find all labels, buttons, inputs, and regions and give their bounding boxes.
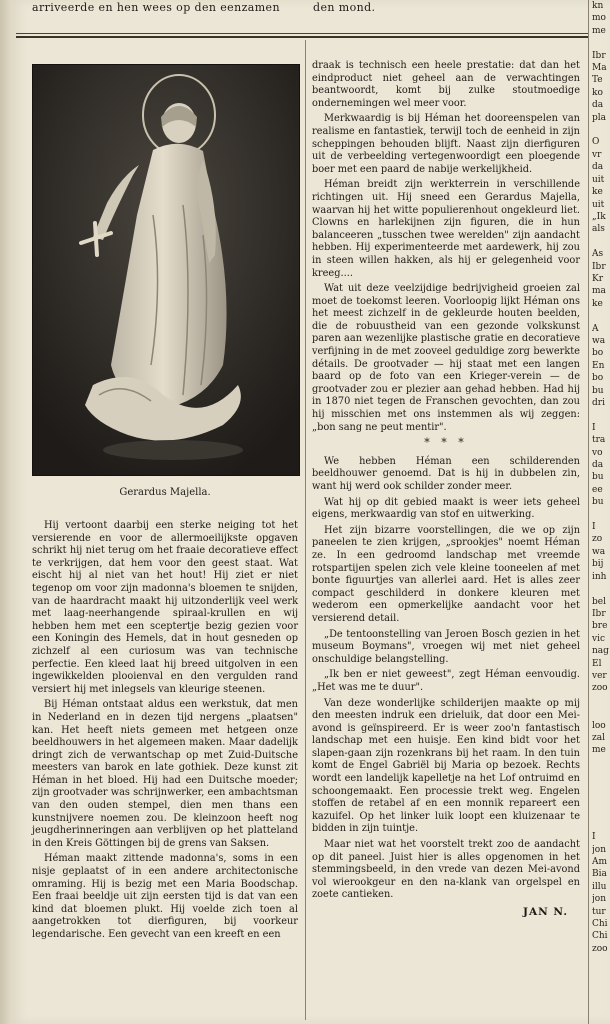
margin-fragment: [592, 806, 610, 818]
paragraph: draak is technisch een heele prestatie: dat dan het eindproduct niet geheel aan de verwachtingen beantwoordt, komt bij zulke stoutmoedige ondernemingen wel meer voor.: [312, 60, 580, 109]
margin-fragment: jon: [592, 894, 607, 905]
margin-fragment: Bia: [592, 869, 607, 880]
margin-fragment: [592, 769, 610, 781]
margin-fragment: ke: [592, 187, 603, 198]
margin-fragment: I: [592, 422, 596, 433]
margin-fragment: dri: [592, 398, 605, 408]
margin-fragment: Chi: [592, 931, 608, 942]
margin-fragment: uit: [592, 174, 605, 185]
margin-fragment: Chi: [592, 919, 608, 930]
margin-fragment: ee: [592, 484, 603, 495]
margin-fragment: Ibr: [592, 261, 606, 272]
margin-fragment: bu: [592, 385, 604, 396]
margin-fragment: vic: [592, 633, 606, 644]
paragraph: Héman maakt zittende madonna's, soms in een nisje geplaatst of in een andere architectonische omraming. Hij is bezig met een Maria Boodschap. Een fraai beeldje uit zijn eersten tijd is dat van een kind dat bloemen plukt. Hij voelde zich toen al aangetrokken tot dierfiguren, bij voorkeur legendarische. Een gevecht van een kreeft en een: [32, 853, 298, 940]
margin-fragment: tur: [592, 906, 606, 917]
margin-fragment: zoo: [592, 683, 608, 694]
margin-fragment: nag: [592, 646, 609, 657]
margin-fragment: zo: [592, 534, 603, 545]
section-rule: [16, 33, 588, 34]
margin-fragment: El: [592, 658, 602, 669]
margin-fragment: [592, 819, 610, 831]
margin-fragment: bu: [592, 472, 604, 483]
margin-fragment: bij: [592, 559, 604, 570]
page-gutter: [0, 0, 12, 1024]
margin-fragment: kn: [592, 1, 604, 11]
margin-fragment: bu: [592, 497, 604, 508]
margin-fragment: bre: [592, 621, 608, 632]
margin-fragment: als: [592, 224, 605, 235]
margin-fragment: [592, 695, 610, 707]
paragraph: „De tentoonstelling van Jeroen Bosch gezien in het museum Boymans", vroegen wij met niet geheel onschuldige belangstelling.: [312, 628, 580, 665]
margin-fragment: wa: [592, 546, 606, 557]
adjacent-column-fragments: [592, 0, 610, 1024]
margin-fragment: [592, 409, 610, 421]
margin-fragment: jon: [592, 844, 607, 855]
margin-fragment: ke: [592, 298, 603, 309]
margin-fragment: bel: [592, 596, 606, 607]
left-column: [32, 520, 298, 945]
paragraph: Merkwaardig is bij Héman het dooreenspelen van realisme en fantastiek, terwijl toch de eenheid in zijn scheppingen behouden blijft. Naast zijn dierfiguren uit de verbeelding vertegenwoordigt een ploegende boer met een paard de nabije werkelijkheid.: [312, 113, 580, 175]
column-divider-right: [588, 0, 589, 1024]
gerardus-majella-statue-image: [33, 65, 299, 475]
margin-fragment: En: [592, 360, 605, 371]
margin-fragment: „Ik: [592, 211, 606, 222]
margin-fragment: wa: [592, 335, 606, 346]
margin-fragment: zoo: [592, 943, 608, 954]
margin-fragment: [592, 757, 610, 769]
margin-fragment: Ma: [592, 63, 607, 74]
margin-fragment: vo: [592, 447, 603, 458]
previous-article-fragment: [32, 0, 592, 16]
margin-fragment: inh: [592, 571, 607, 582]
margin-fragment: Ibr: [592, 608, 606, 619]
paragraph: Maar niet wat het voorstelt trekt zoo de aandacht op dit paneel. Juist hier is alles opgenomen in het stemmingsbeeld, in den vrede van dezen Mei-avond vol wierookgeur en den na-klank van orgelspel en zoete cantieken.: [312, 839, 580, 901]
margin-fragment: O: [592, 137, 600, 148]
margin-fragment: [592, 310, 610, 322]
top-fragment-middle: den mond.: [313, 1, 376, 14]
margin-fragment: mo: [592, 13, 606, 24]
margin-fragment: [592, 509, 610, 521]
margin-fragment: [592, 583, 610, 595]
paragraph: We hebben Héman een schilderenden beeldhouwer genoemd. Dat is hij in dubbelen zin, want hij werd ook schilder zonder meer.: [312, 455, 580, 492]
paragraph: Wat hij op dit gebied maakt is weer iets geheel eigens, merkwaardig van stof en uitwerking.: [312, 496, 580, 521]
photo-caption: Gerardus Majella.: [119, 487, 211, 498]
paragraph: Bij Héman ontstaat aldus een werkstuk, dat men in Nederland en in dezen tijd nergens „plaatsen" kan. Het heeft niets gemeen met hetgeen onze beeldhouwers in het algemeen maken. Maar dadelijk dringt zich de verwantschap op met Zuid-Duitsche meesters van barok en late gothiek. Deze kunst zit Héman in het bloed. Hij had een Duitsche moeder; zijn grootvader was schrijnwerker, een ambachtsman van den ouden stempel, dien men thans een kunstnijvere noemen zou. De kleinzoon heeft nog jeugdherinneringen aan verblijven op het platteland in den Kreis Göttingen bij de grens van Saksen.: [32, 699, 298, 849]
column-divider: [305, 40, 306, 1020]
section-separator: * * *: [424, 436, 468, 450]
margin-fragment: ver: [592, 670, 607, 681]
margin-fragment: bo: [592, 348, 604, 359]
margin-fragment: [592, 707, 610, 719]
paragraph: „Ik ben er niet geweest", zegt Héman eenvoudig. „Het was me te duur".: [312, 669, 580, 693]
margin-fragment: ma: [592, 286, 606, 297]
margin-fragment: Am: [592, 857, 608, 868]
margin-fragment: As: [592, 249, 604, 260]
margin-fragment: I: [592, 832, 596, 843]
paragraph: Van deze wonderlijke schilderijen maakte op mij den meesten indruk een drieluik, dat door een Mei-avond is geïnspireerd. Er is weer zoo'n fantastisch landschap met een huisje. Een kind bidt voor het slapen-gaan zijn rozenkrans bij het raam. In den tuin komt de Engel Gabriël bij Maria op bezoek. Rechts wordt een landelijk kapelletje na het Lof ontruimd en schoongemaakt. Een processie trekt weg. Engelen stoffen de retabel af en een monnik repareert een kazuifel. Op het linker luik loopt een kluizenaar te bidden in zijn tuintje.: [312, 697, 580, 835]
margin-fragment: loo: [592, 720, 606, 731]
margin-fragment: Kr: [592, 273, 604, 284]
margin-fragment: [592, 37, 610, 49]
margin-fragment: me: [592, 745, 606, 756]
paragraph: Hij vertoont daarbij een sterke neiging tot het versierende en voor de allermoeilijkste opgaven schrikt hij niet terug om het fraaie decoratieve effect te verkrijgen, dat hem voor den geest staat. Wat eischt hij al niet van het hout! Hij ziet er niet tegenop om voor zijn madonna's bloemen te snijden, van de haardracht maakt hij uitzonderlijk veel werk met laag-neerhangende spiraal-krullen en wij hebben hem met een sceptertje bezig gezien voor een Koningin des Hemels, dat in hout gesneden op zichzelf al een curiosum was van technische perfectie. Een kleed laat hij breed uitgolven in een ingewikkelden plooienval en den vergulden rand versiert hij met inlegsels van kleurige steenen.: [32, 520, 298, 695]
margin-fragment: vr: [592, 149, 602, 160]
author-signature: JAN N.: [523, 906, 568, 918]
margin-fragment: da: [592, 460, 604, 471]
section-rule-thick: [16, 36, 588, 38]
paragraph: Het zijn bizarre voorstellingen, die we op zijn paneelen te zien krijgen, „sprookjes" noemt Héman ze. In een gedroomd landschap met vreemde rotspartijen spelen zich vele kleine tooneelen af met bonte figuurtjes van allerlei aard. Het is alles zeer compact geschilderd in donkere kleuren met wederom een opmerkelijke aandacht voor het versierend detail.: [312, 524, 580, 624]
margin-fragment: ko: [592, 87, 603, 98]
paragraph: Héman breidt zijn werkterrein in verschillende richtingen uit. Hij sneed een Gerardus Majella, waarvan hij het witte populierenhout ongekleurd liet. Clowns en harlekijnen zijn figuren, die in hun balanceeren „tusschen twee werelden" zijn aandacht hebben. Hij experimenteerde met aardewerk, hij zou in steen willen hakken, als hij er gelegenheid voor kreeg....: [312, 179, 580, 279]
margin-fragment: Ibr: [592, 50, 606, 61]
margin-fragment: [592, 236, 610, 248]
statue-photo: [32, 64, 300, 476]
margin-fragment: me: [592, 25, 606, 36]
margin-fragment: illu: [592, 881, 607, 892]
margin-fragment: da: [592, 162, 604, 173]
margin-fragment: I: [592, 522, 596, 533]
margin-fragment: [592, 794, 610, 806]
margin-fragment: pla: [592, 112, 607, 123]
top-fragment-left: arriveerde en hen wees op den eenzamen: [32, 1, 280, 14]
margin-fragment: da: [592, 100, 604, 111]
margin-fragment: [592, 782, 610, 794]
margin-fragment: uit: [592, 199, 605, 210]
margin-fragment: bo: [592, 373, 604, 384]
margin-fragment: tra: [592, 435, 606, 446]
margin-fragment: [592, 124, 610, 136]
margin-fragment: Te: [592, 75, 603, 86]
paragraph: Wat uit deze veelzijdige bedrijvigheid groeien zal moet de toekomst leeren. Voorloopig lijkt Héman ons het meest zichzelf in de gekleurde houten beelden, die de robuustheid van een gezonde volkskunst paren aan wezenlijke plastische gratie en decoratieve verfijning in de met zooveel geduldige zorg bewerkte détails. De grootvader — hij staat met een langen baard op de foto van een Krieger-verein — de grootvader zou er plezier aan gehad hebben. Had hij in 1870 niet tegen de Franschen gevochten, dan zou hij misschien met ons instemmen als wij zeggen: „bon sang ne peut mentir".: [312, 283, 580, 433]
middle-column: [312, 60, 580, 919]
margin-fragment: zal: [592, 732, 605, 743]
margin-fragment: A: [592, 323, 599, 334]
